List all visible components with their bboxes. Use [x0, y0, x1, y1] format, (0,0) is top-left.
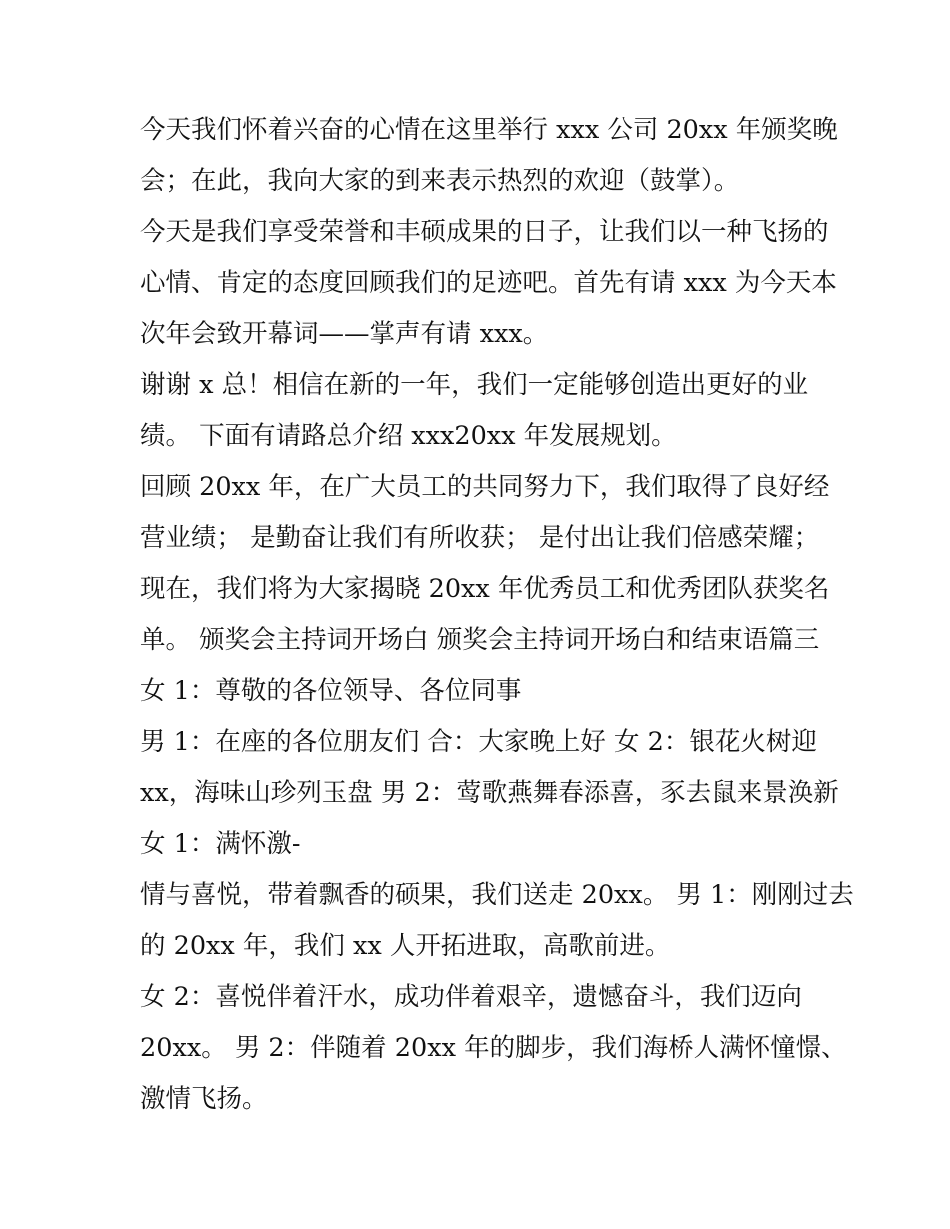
- text-line: 营业绩； 是勤奋让我们有所收获； 是付出让我们倍感荣耀；: [140, 523, 820, 553]
- text-line: 激情飞扬。: [140, 1084, 268, 1114]
- text-line: 回顾 20xx 年，在广大员工的共同努力下，我们取得了良好经: [140, 472, 830, 502]
- text-line: 女 1：满怀激-: [140, 829, 301, 859]
- text-line: 会；在此，我向大家的到来表示热烈的欢迎（鼓掌）。: [140, 166, 740, 196]
- text-line: 的 20xx 年，我们 xx 人开拓进取，高歌前进。: [140, 931, 671, 961]
- text-line: 次年会致开幕词——掌声有请 xxx。: [140, 319, 549, 349]
- text-line: 今天是我们享受荣誉和丰硕成果的日子，让我们以一种飞扬的: [140, 217, 829, 247]
- text-line: xx，海味山珍列玉盘 男 2：莺歌燕舞春添喜，豕去鼠来景涣新: [140, 778, 839, 808]
- text-line: 绩。 下面有请路总介绍 xxx20xx 年发展规划。: [140, 421, 677, 451]
- text-line: 20xx。 男 2：伴随着 20xx 年的脚步，我们海桥人满怀憧憬、: [140, 1033, 847, 1063]
- text-line: 女 2：喜悦伴着汗水，成功伴着艰辛，遗憾奋斗，我们迈向: [140, 982, 802, 1012]
- text-line: 女 1：尊敬的各位领导、各位同事: [140, 676, 522, 706]
- text-line: 谢谢 x 总！相信在新的一年，我们一定能够创造出更好的业: [140, 370, 809, 400]
- text-line: 今天我们怀着兴奋的心情在这里举行 xxx 公司 20xx 年颁奖晚: [140, 115, 838, 145]
- document-body: [140, 105, 854, 1125]
- text-line: 心情、肯定的态度回顾我们的足迹吧。首先有请 xxx 为今天本: [140, 268, 837, 298]
- text-line: 现在，我们将为大家揭晓 20xx 年优秀员工和优秀团队获奖名: [140, 574, 830, 604]
- text-line: 男 1：在座的各位朋友们 合：大家晚上好 女 2：银花火树迎: [140, 727, 817, 757]
- text-line: 情与喜悦，带着飘香的硕果，我们送走 20xx。 男 1：刚刚过去: [140, 880, 854, 910]
- text-line: 单。 颁奖会主持词开场白 颁奖会主持词开场白和结束语篇三: [140, 625, 820, 655]
